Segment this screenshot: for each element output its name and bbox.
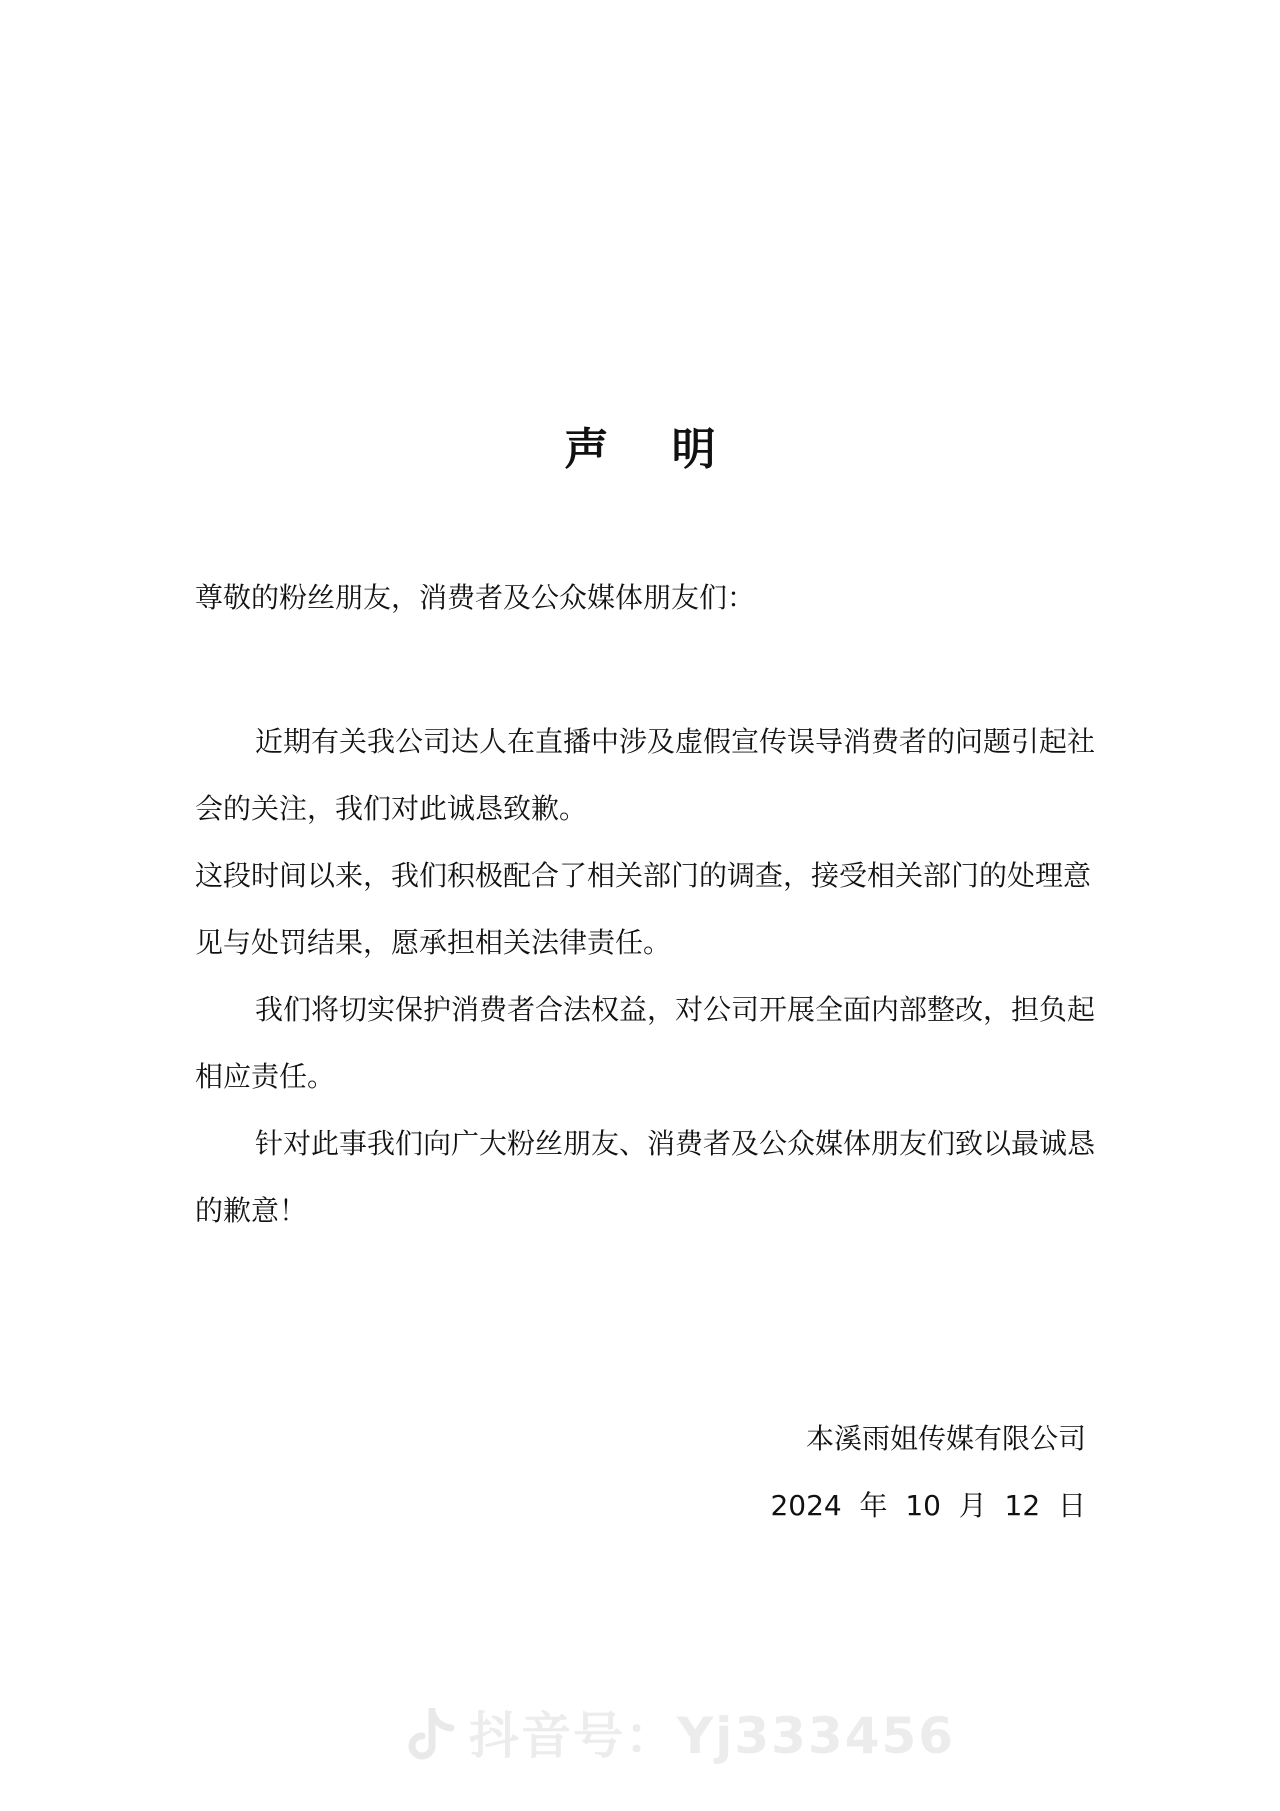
paragraph-1: 近期有关我公司达人在直播中涉及虚假宣传误导消费者的问题引起社会的关注，我们对此诚恳致歉。 (195, 725, 1096, 825)
tiktok-note-icon (405, 1708, 455, 1764)
company-name: 本溪雨姐传媒有限公司 (805, 1422, 1086, 1455)
document-title: 声 明 (564, 424, 740, 475)
paragraph-4: 针对此事我们向广大粉丝朋友、消费者及公众媒体朋友们致以最诚恳的歉意！ (195, 1127, 1096, 1227)
watermark-text: 抖音号：Yj333456 (469, 1707, 956, 1765)
paragraph-3: 我们将切实保护消费者合法权益，对公司开展全面内部整改，担负起相应责任。 (195, 993, 1096, 1093)
watermark (405, 1706, 955, 1766)
statement-date: 2024 年 10 月 12 日 (770, 1489, 1086, 1522)
paragraph-2: 这段时间以来，我们积极配合了相关部门的调查，接受相关部门的处理意见与处罚结果，愿承担相关法律责任。 (195, 859, 1092, 959)
salutation: 尊敬的粉丝朋友，消费者及公众媒体朋友们： (195, 581, 756, 614)
signature-block (770, 1405, 1086, 1539)
statement-body (195, 708, 1095, 1244)
